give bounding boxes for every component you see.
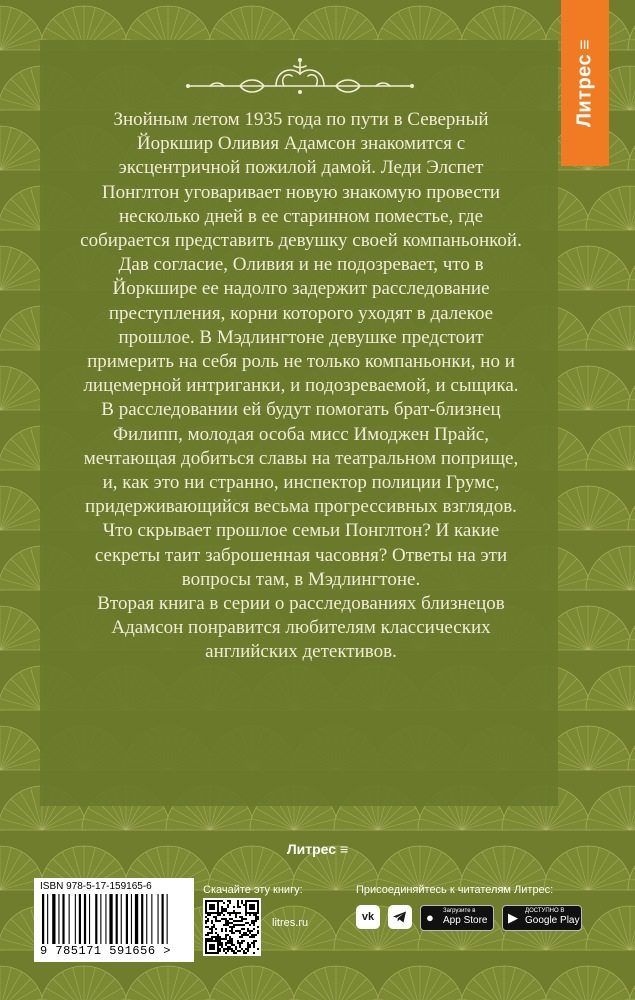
litres-brand-tab[interactable]	[561, 0, 609, 166]
qr-code[interactable]	[203, 898, 261, 956]
ornament-divider	[180, 56, 420, 100]
blurb-paragraph: Что скрывает прошлое семьи Понглтон? И какие секреты таит заброшенная часовня? Ответы на эти вопросы там, в Мэдлингтоне.	[94, 520, 508, 590]
menu-bars-icon: ≡	[339, 841, 349, 857]
blurb-paragraph: Дав согласие, Оливия и не подозревает, что в Йоркшире ее надолго задержит расследование преступления, корни которого уходят в далекое прошлое. В Мэдлингтоне девушке предстоит примерить на себя роль не только компаньонки, но и лицемерной интриганки, и подозреваемой, и сыщика. В расследовании ей будут помогать брат-близнец Филипп, молодая особа мисс Имоджен Прайс, мечтающая добиться славы на театральном поприще, и, как это ни странно, инспектор полиции Грумс, придерживающийся весьма прогрессивных взглядов.	[83, 254, 519, 518]
book-blurb	[78, 108, 524, 665]
download-label: Скачайте эту книгу:	[203, 884, 303, 896]
isbn-text: ISBN 978-5-17-159165-6	[40, 881, 152, 892]
site-link[interactable]: litres.ru	[272, 917, 309, 929]
litres-tab-label: Литрес≡	[573, 38, 596, 128]
barcode-digits: 9 785171 591656 >	[40, 944, 171, 958]
google-play-badge[interactable]: ▶ ДОСТУПНО В Google Play	[502, 905, 582, 931]
app-store-badge[interactable]: ● Загрузите в App Store	[420, 905, 494, 931]
blurb-paragraph: Вторая книга в серии о расследованиях близнецов Адамсон понравится любителям классических английских детективов.	[97, 593, 505, 663]
blurb-paragraph: Знойным летом 1935 года по пути в Северный Йоркшир Оливия Адамсон знакомится с эксцентричной пожилой дамой. Леди Элспет Понглтон уговаривает новую знакомую провести несколько дней в ее старинном поместье, где собирается представить девушку своей компаньонкой.	[80, 109, 522, 252]
telegram-icon[interactable]	[388, 905, 412, 929]
barcode-image	[40, 894, 188, 944]
barcode-box	[34, 878, 194, 962]
play-icon: ▶	[508, 910, 518, 925]
vk-icon[interactable]: vk	[356, 905, 380, 929]
join-label: Присоединяйтесь к читателям Литрес:	[356, 884, 554, 896]
menu-bars-icon: ≡	[574, 38, 595, 50]
litres-footer-logo: Литрес ≡	[286, 841, 349, 857]
apple-icon: ●	[426, 910, 434, 925]
